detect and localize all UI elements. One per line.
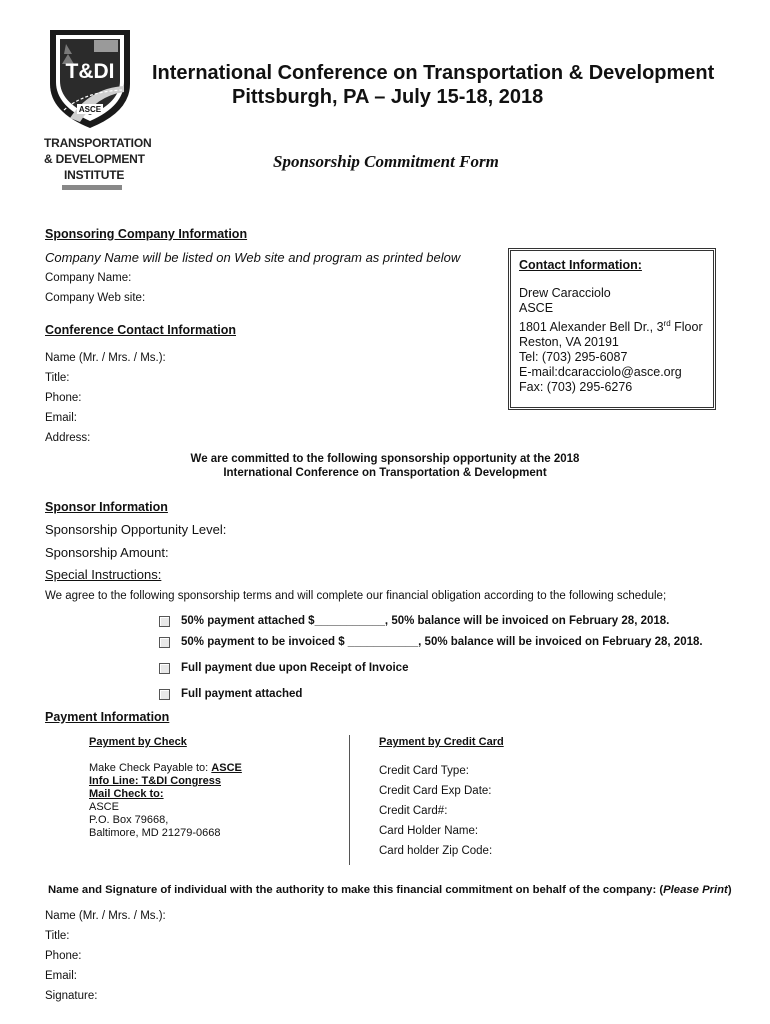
logo-line-3: INSTITUTE — [64, 168, 125, 182]
sponsor-info-heading: Sponsor Information — [45, 500, 168, 514]
signer-signature-field[interactable]: Signature: — [45, 990, 98, 1002]
card-number-field[interactable]: Credit Card#: — [379, 805, 448, 817]
conference-title: International Conference on Transportation & Development — [152, 62, 715, 84]
contact-box-name: Drew Caracciolo — [519, 286, 611, 300]
contact-info-box — [508, 248, 716, 410]
contact-box-tel: Tel: (703) 295-6087 — [519, 350, 628, 365]
option-label-1: 50% payment attached $___________, 50% balance will be invoiced on February 28, 2018. — [181, 615, 670, 627]
logo-wordmark — [44, 135, 154, 183]
special-instructions-field[interactable]: Special Instructions: — [45, 567, 162, 582]
company-name-note: Company Name will be listed on Web site and program as printed below — [45, 250, 461, 265]
contact-name-field[interactable]: Name (Mr. / Mrs. / Ms.): — [45, 352, 166, 364]
form-title: Sponsorship Commitment Form — [273, 152, 499, 171]
option-checkbox-2[interactable] — [159, 637, 170, 648]
signer-phone-field[interactable]: Phone: — [45, 950, 82, 962]
option-label-3: Full payment due upon Receipt of Invoice — [181, 662, 409, 674]
contact-box-email: E-mail:dcaracciolo@asce.org — [519, 365, 682, 380]
card-holder-field[interactable]: Card Holder Name: — [379, 825, 479, 837]
contact-phone-field[interactable]: Phone: — [45, 392, 82, 404]
contact-address-field[interactable]: Address: — [45, 432, 91, 444]
payment-by-card-heading: Payment by Credit Card — [379, 736, 504, 748]
signer-title-field[interactable]: Title: — [45, 930, 70, 942]
option-checkbox-3[interactable] — [159, 663, 170, 674]
tdi-logo — [44, 26, 154, 135]
payment-info-heading: Payment Information — [45, 710, 170, 724]
payment-divider — [349, 735, 350, 865]
commitment-line-1: We are committed to the following sponsorship opportunity at the 2018 — [190, 453, 580, 465]
company-name-field[interactable]: Company Name: — [45, 272, 132, 284]
check-info-line: Info Line: T&DI Congress — [89, 775, 221, 787]
card-type-field[interactable]: Credit Card Type: — [379, 765, 469, 777]
conference-location-date: Pittsburgh, PA – July 15-18, 2018 — [232, 86, 544, 108]
logo-badge-text: T&DI — [65, 60, 115, 83]
sponsorship-level-field[interactable]: Sponsorship Opportunity Level: — [45, 522, 227, 537]
commitment-line-2: International Conference on Transportation & Development — [223, 467, 547, 479]
sponsorship-amount-field[interactable]: Sponsorship Amount: — [45, 545, 169, 560]
option-checkbox-4[interactable] — [159, 689, 170, 700]
card-exp-field[interactable]: Credit Card Exp Date: — [379, 785, 492, 797]
option-label-4: Full payment attached — [181, 688, 303, 700]
payment-by-check-heading: Payment by Check — [89, 736, 187, 748]
conference-contact-heading: Conference Contact Information — [45, 323, 236, 337]
contact-email-field[interactable]: Email: — [45, 412, 77, 424]
tdi-shield-logo — [44, 26, 136, 130]
contact-box-city: Reston, VA 20191 — [519, 335, 619, 350]
card-zip-field[interactable]: Card holder Zip Code: — [379, 845, 493, 857]
option-checkbox-1[interactable] — [159, 616, 170, 627]
logo-line-2: & DEVELOPMENT — [44, 152, 145, 166]
sponsoring-company-heading: Sponsoring Company Information — [45, 227, 248, 241]
contact-box-street: 1801 Alexander Bell Dr., 3rd Floor — [519, 319, 703, 335]
check-instructions — [89, 762, 242, 840]
logo-line-1: TRANSPORTATION — [44, 136, 152, 150]
check-mail-label: Mail Check to: — [89, 788, 164, 800]
signer-email-field[interactable]: Email: — [45, 970, 77, 982]
logo-rule — [62, 185, 122, 190]
logo-badge-sub: ASCE — [78, 105, 102, 114]
agreement-statement: We agree to the following sponsorship terms and will complete our financial obligation according to the following schedule; — [45, 590, 667, 602]
check-payable: Make Check Payable to: ASCE — [89, 762, 242, 774]
check-mail-line-3: Baltimore, MD 21279-0668 — [89, 827, 221, 839]
contact-box-org: ASCE — [519, 301, 554, 315]
check-mail-line-2: P.O. Box 79668, — [89, 814, 169, 826]
signer-name-field[interactable]: Name (Mr. / Mrs. / Ms.): — [45, 910, 166, 922]
check-mail-line-1: ASCE — [89, 801, 119, 813]
signature-authority-note: Name and Signature of individual with the authority to make this financial commitment on behalf of the company: (Please Print) — [48, 884, 732, 896]
option-label-2: 50% payment to be invoiced $ ___________, 50% balance will be invoiced on February 28, 2018. — [181, 636, 703, 648]
contact-title-field[interactable]: Title: — [45, 372, 70, 384]
company-website-field[interactable]: Company Web site: — [45, 292, 146, 304]
contact-box-fax: Fax: (703) 295-6276 — [519, 380, 633, 395]
commitment-statement — [0, 452, 770, 480]
contact-box-heading: Contact Information: — [519, 258, 642, 272]
